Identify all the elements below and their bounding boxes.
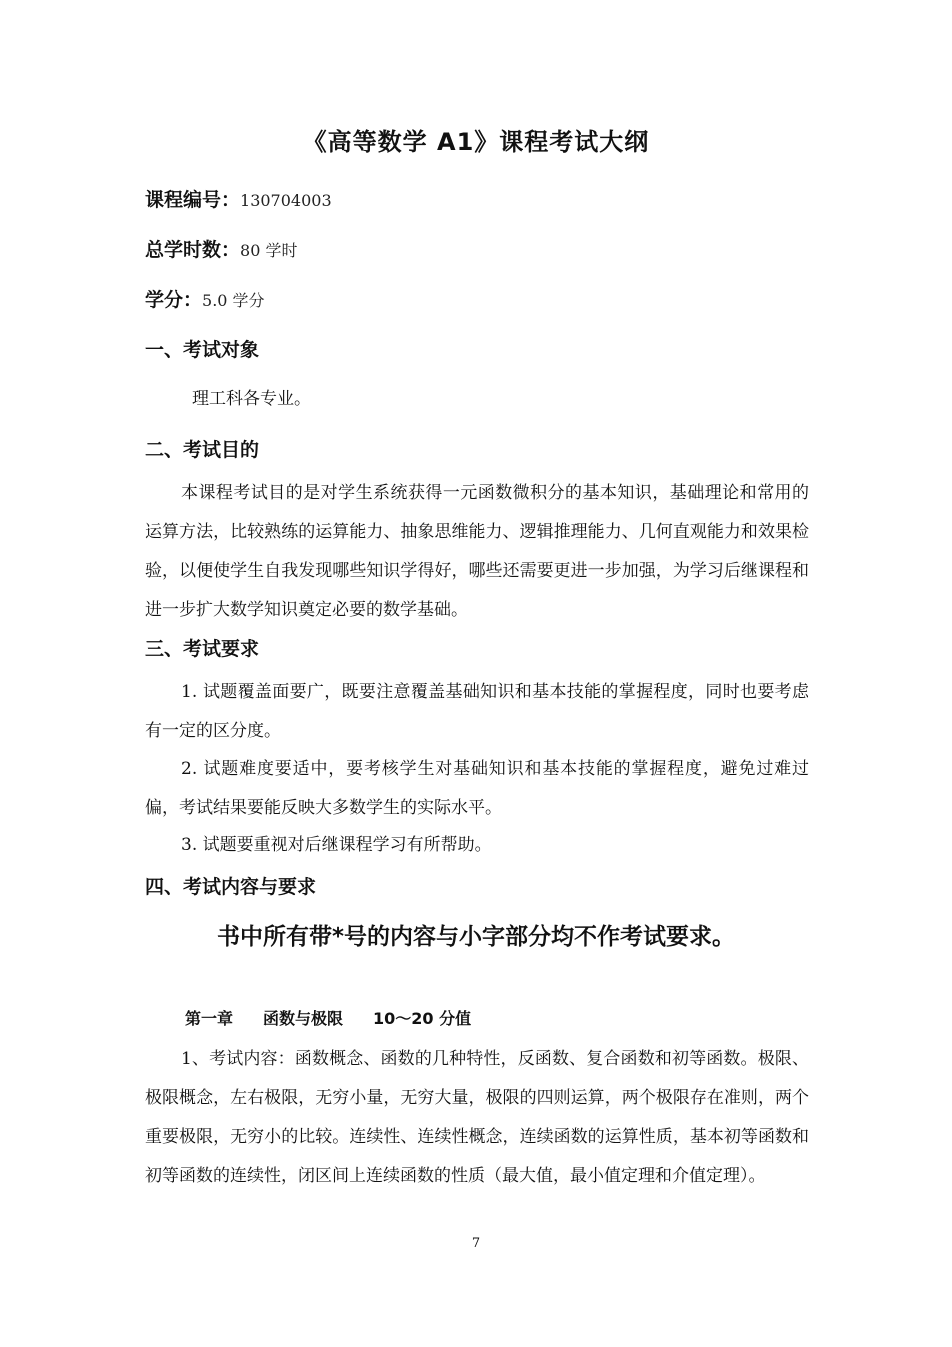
requirement-item: 2. 试题难度要适中，要考核学生对基础知识和基本技能的掌握程度，避免过难过偏，考试结果要能反映大多数学生的实际水平。 bbox=[145, 759, 809, 818]
chapter-content-text: 1、考试内容：函数概念、函数的几种特性，反函数、复合函数和初等函数。极限、极限概念，左右极限，无穷小量，无穷大量，极限的四则运算，两个极限存在准则，两个重要极限，无穷小的比较。连续性、连续性概念，连续函数的运算性质，基本初等函数和初等函数的连续性，闭区间上连续函数的性质（最大值，最小值定理和介值定理）。 bbox=[145, 1049, 809, 1186]
section-2-text: 本课程考试目的是对学生系统获得一元函数微积分的基本知识，基础理论和常用的运算方法，比较熟练的运算能力、抽象思维能力、逻辑推理能力、几何直观能力和效果检验，以便使学生自我发现哪些知识学得好，哪些还需要更进一步加强，为学习后继课程和进一步扩大数学知识奠定必要的数学基础。 bbox=[145, 483, 809, 620]
hours-label: 总学时数： bbox=[145, 239, 241, 261]
section-4-heading: 四、考试内容与要求 bbox=[145, 876, 317, 898]
hours-value: 80 学时 bbox=[240, 241, 298, 260]
requirement-item: 1. 试题覆盖面要广，既要注意覆盖基础知识和基本技能的掌握程度，同时也要考虑有一定的区分度。 bbox=[145, 682, 809, 741]
section-1-heading: 一、考试对象 bbox=[145, 339, 260, 361]
credits-label: 学分： bbox=[145, 289, 203, 311]
section-2-heading: 二、考试目的 bbox=[145, 439, 260, 461]
chapter-number: 第一章 bbox=[185, 1009, 234, 1028]
chapter-name: 函数与极限 bbox=[263, 1009, 344, 1028]
page-number: 7 bbox=[471, 1236, 481, 1251]
hours-line bbox=[145, 238, 297, 263]
credits-value: 5.0 学分 bbox=[202, 291, 265, 310]
course-code-line bbox=[145, 188, 332, 213]
document-title: 《高等数学 A1》课程考试大纲 bbox=[302, 128, 650, 156]
chapter-score: 10～20 分值 bbox=[373, 1009, 472, 1028]
section-3-heading: 三、考试要求 bbox=[145, 638, 260, 660]
section-1-text: 理工科各专业。 bbox=[192, 389, 311, 409]
requirement-item: 3. 试题要重视对后继课程学习有所帮助。 bbox=[181, 835, 492, 855]
exam-scope-note: 书中所有带*号的内容与小字部分均不作考试要求。 bbox=[216, 924, 736, 950]
chapter-heading bbox=[185, 1006, 501, 1029]
course-code-value: 130704003 bbox=[240, 191, 332, 210]
credits-line bbox=[145, 288, 265, 313]
course-code-label: 课程编号： bbox=[145, 189, 241, 211]
